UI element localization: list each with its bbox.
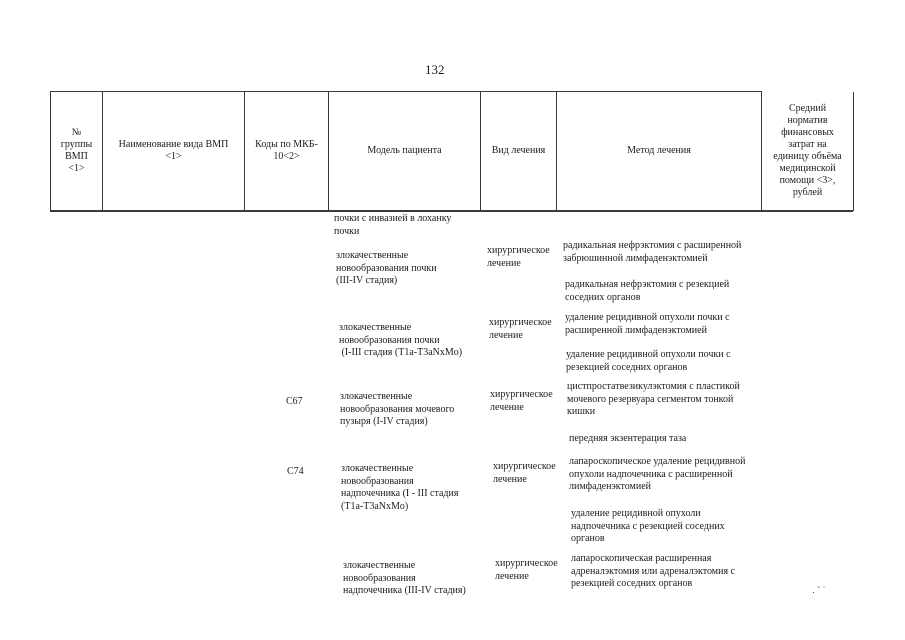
margin-mark: ․ ˘ ˙ <box>812 585 826 595</box>
patient-model-cell: злокачественные новообразования надпочечника (III-IV стадия) <box>343 560 466 596</box>
header-financial-norm: Средний норматив финансовых затрат на единицу объёма медицинской помощи <3>, рублей <box>762 92 854 211</box>
header-group-number: № группы ВМП <1> <box>51 92 103 211</box>
treatment-method-cell: лапароскопическое удаление рецидивной опухоли надпочечника с расширенной лимфаденэктомией <box>569 456 746 492</box>
treatment-type-cell: хирургическое лечение <box>489 317 552 341</box>
treatment-method-cell: цистпростатвезикулэктомия с пластикой мочевого резервуара сегментом тонкой кишки <box>567 381 740 417</box>
treatment-method-cell: удаление рецидивной опухоли почки с резекцией соседних органов <box>566 349 731 373</box>
patient-model-cell: злокачественные новообразования надпочечника (I - III стадия (T1a-T3aNxMo) <box>341 463 459 512</box>
icd-code-cell: C74 <box>287 466 304 477</box>
treatment-method-cell: радикальная нефрэктомия с расширенной забрюшинной лимфаденэктомией <box>563 240 742 264</box>
treatment-method-cell: лапароскопическая расширенная адреналэктомия или адреналэктомия с резекцией соседних органов <box>571 553 735 589</box>
header-patient-model: Модель пациента <box>329 92 481 211</box>
header-treatment-method: Метод лечения <box>557 92 762 211</box>
treatment-method-cell: передняя экзентерация таза <box>569 433 687 444</box>
icd-code-cell: C67 <box>286 396 303 407</box>
treatment-method-cell: удаление рецидивной опухоли почки с расширенной лимфаденэктомией <box>565 312 730 336</box>
treatment-method-cell: радикальная нефрэктомия с резекцией соседних органов <box>565 279 730 303</box>
patient-model-cell: почки с инвазией в лоханку почки <box>334 213 452 237</box>
treatment-type-cell: хирургическое лечение <box>487 245 550 269</box>
patient-model-cell: злокачественные новообразования почки (I-III стадия (T1a-T3aNxMo) <box>339 322 463 358</box>
header-icd-codes: Коды по МКБ- 10<2> <box>245 92 329 211</box>
patient-model-cell: злокачественные новообразования мочевого пузыря (I-IV стадия) <box>340 391 455 427</box>
patient-model-cell: злокачественные новообразования почки (III-IV стадия) <box>336 250 437 286</box>
header-vmp-name: Наименование вида ВМП <1> <box>103 92 245 211</box>
header-bottom-rule <box>50 211 853 212</box>
page-number: 132 <box>425 62 445 77</box>
treatment-type-cell: хирургическое лечение <box>490 389 553 413</box>
treatment-method-cell: удаление рецидивной опухоли надпочечника с резекцией соседних органов <box>571 508 725 544</box>
treatment-type-cell: хирургическое лечение <box>493 461 556 485</box>
treatment-type-cell: хирургическое лечение <box>495 558 558 582</box>
header-treatment-type: Вид лечения <box>481 92 557 211</box>
table-header <box>50 91 854 211</box>
